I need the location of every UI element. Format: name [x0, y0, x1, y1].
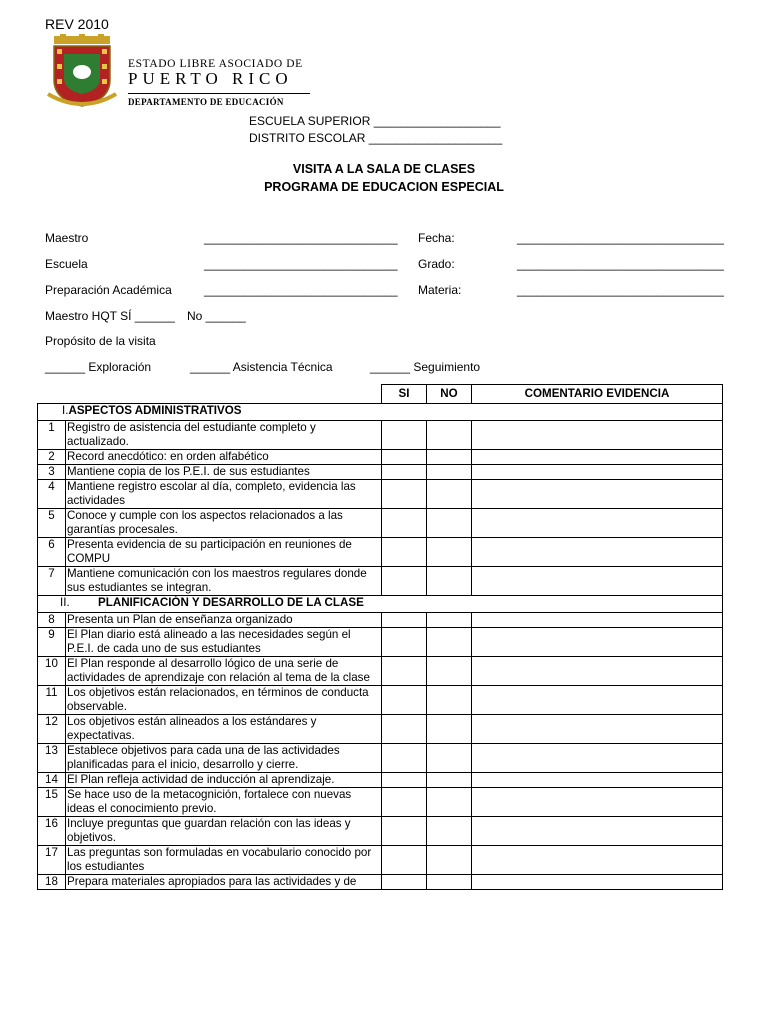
- item-criterion: Incluye preguntas que guardan relación con las ideas y objetivos.: [66, 817, 382, 846]
- comentario-cell[interactable]: [472, 509, 723, 538]
- no-cell[interactable]: [427, 421, 472, 450]
- comentario-cell[interactable]: [472, 875, 723, 890]
- item-number: 4: [38, 480, 66, 509]
- item-criterion: Presenta un Plan de enseñanza organizado: [66, 613, 382, 628]
- section-administrativos: [38, 404, 723, 421]
- item-number: 13: [38, 744, 66, 773]
- si-cell[interactable]: [382, 773, 427, 788]
- table-row: [38, 846, 723, 875]
- document-subtitle: PROGRAMA DE EDUCACION ESPECIAL: [264, 180, 504, 194]
- section-planificacion-number: II.: [60, 596, 70, 609]
- table-row: [38, 480, 723, 509]
- no-cell[interactable]: [427, 509, 472, 538]
- no-cell[interactable]: [427, 538, 472, 567]
- no-cell[interactable]: [427, 817, 472, 846]
- section-planificacion-title: PLANIFICACIÓN Y DESARROLLO DE LA CLASE: [98, 596, 364, 609]
- si-cell[interactable]: [382, 744, 427, 773]
- escuela-label: Escuela: [45, 257, 88, 271]
- materia-label: Materia:: [418, 283, 462, 297]
- item-criterion: El Plan responde al desarrollo lógico de una serie de actividades de aprendizaje con relación al tema de la clase: [66, 657, 382, 686]
- item-number: 16: [38, 817, 66, 846]
- agency-divider: [128, 93, 310, 94]
- document-title: VISITA A LA SALA DE CLASES: [292, 162, 476, 176]
- si-cell[interactable]: [382, 421, 427, 450]
- hqt-si-field[interactable]: Maestro HQT SÍ ______: [45, 309, 175, 323]
- item-criterion: Registro de asistencia del estudiante completo y actualizado.: [66, 421, 382, 450]
- comentario-cell[interactable]: [472, 773, 723, 788]
- item-number: 8: [38, 613, 66, 628]
- comentario-cell[interactable]: [472, 613, 723, 628]
- table-row: [38, 788, 723, 817]
- table-row: [38, 817, 723, 846]
- table-row: [38, 744, 723, 773]
- table-row: [38, 613, 723, 628]
- evaluation-table: [37, 384, 723, 890]
- no-cell[interactable]: [427, 773, 472, 788]
- maestro-label: Maestro: [45, 231, 89, 245]
- col-comentario-header: COMENTARIO EVIDENCIA: [472, 385, 723, 404]
- si-cell[interactable]: [382, 788, 427, 817]
- table-row: [38, 465, 723, 480]
- si-cell[interactable]: [382, 450, 427, 465]
- table-row: [38, 421, 723, 450]
- comentario-cell[interactable]: [472, 744, 723, 773]
- si-cell[interactable]: [382, 567, 427, 596]
- no-cell[interactable]: [427, 788, 472, 817]
- hqt-no-field[interactable]: No ______: [187, 309, 246, 323]
- item-criterion: Los objetivos están alineados a los estándares y expectativas.: [66, 715, 382, 744]
- table-row: [38, 715, 723, 744]
- fecha-label: Fecha:: [418, 231, 455, 245]
- item-number: 9: [38, 628, 66, 657]
- section-administrativos-number: I.: [62, 404, 69, 417]
- no-cell[interactable]: [427, 846, 472, 875]
- table-row: [38, 686, 723, 715]
- si-cell[interactable]: [382, 613, 427, 628]
- no-cell[interactable]: [427, 744, 472, 773]
- si-cell[interactable]: [382, 538, 427, 567]
- table-body: [38, 404, 723, 890]
- item-number: 17: [38, 846, 66, 875]
- col-si-header: SI: [382, 385, 427, 404]
- item-number: 14: [38, 773, 66, 788]
- item-criterion: Prepara materiales apropiados para las actividades y de: [66, 875, 382, 890]
- section-planificacion: [38, 596, 723, 613]
- no-cell[interactable]: [427, 465, 472, 480]
- si-cell[interactable]: [382, 817, 427, 846]
- no-cell[interactable]: [427, 480, 472, 509]
- item-number: 18: [38, 875, 66, 890]
- seguimiento-option[interactable]: ______ Seguimiento: [370, 360, 481, 374]
- item-number: 15: [38, 788, 66, 817]
- section-administrativos-title: ASPECTOS ADMINISTRATIVOS: [68, 404, 242, 417]
- no-cell[interactable]: [427, 450, 472, 465]
- maestro-field[interactable]: _____________________________: [204, 231, 398, 245]
- item-criterion: El Plan diario está alineado a las necesidades según el P.E.I. de cada uno de sus estudiantes: [66, 628, 382, 657]
- item-criterion: Record anecdótico: en orden alfabético: [66, 450, 382, 465]
- comentario-cell[interactable]: [472, 567, 723, 596]
- item-criterion: Conoce y cumple con los aspectos relacionados a las garantías procesales.: [66, 509, 382, 538]
- item-criterion: Se hace uso de la metacognición, fortalece con nuevas ideas el conocimiento previo.: [66, 788, 382, 817]
- si-cell[interactable]: [382, 509, 427, 538]
- no-cell[interactable]: [427, 657, 472, 686]
- comentario-cell[interactable]: [472, 421, 723, 450]
- item-criterion: Mantiene comunicación con los maestros regulares donde sus estudiantes se integran.: [66, 567, 382, 596]
- no-cell[interactable]: [427, 567, 472, 596]
- table-row: [38, 773, 723, 788]
- comentario-cell[interactable]: [472, 465, 723, 480]
- distrito-escolar-line: DISTRITO ESCOLAR ____________________: [249, 131, 503, 145]
- materia-field[interactable]: _______________________________: [517, 283, 724, 297]
- table-row: [38, 567, 723, 596]
- preparacion-field[interactable]: _____________________________: [204, 283, 398, 297]
- item-number: 1: [38, 421, 66, 450]
- table-header-row: [38, 385, 723, 404]
- col-no-header: NO: [427, 385, 472, 404]
- revision-label: REV 2010: [45, 16, 109, 32]
- item-number: 10: [38, 657, 66, 686]
- comentario-cell[interactable]: [472, 715, 723, 744]
- item-criterion: Las preguntas son formuladas en vocabulario conocido por los estudiantes: [66, 846, 382, 875]
- comentario-cell[interactable]: [472, 846, 723, 875]
- si-cell[interactable]: [382, 657, 427, 686]
- no-cell[interactable]: [427, 613, 472, 628]
- table-row: [38, 657, 723, 686]
- table-row: [38, 538, 723, 567]
- comentario-cell[interactable]: [472, 686, 723, 715]
- comentario-cell[interactable]: [472, 480, 723, 509]
- si-cell[interactable]: [382, 686, 427, 715]
- coat-of-arms-seal: [46, 34, 118, 110]
- item-number: 3: [38, 465, 66, 480]
- table-row: [38, 450, 723, 465]
- item-number: 5: [38, 509, 66, 538]
- table-row: [38, 509, 723, 538]
- si-cell[interactable]: [382, 875, 427, 890]
- si-cell[interactable]: [382, 715, 427, 744]
- proposito-label: Propósito de la visita: [45, 334, 156, 348]
- item-number: 7: [38, 567, 66, 596]
- grado-label: Grado:: [418, 257, 455, 271]
- si-cell[interactable]: [382, 480, 427, 509]
- comentario-cell[interactable]: [472, 538, 723, 567]
- item-criterion: Mantiene copia de los P.E.I. de sus estudiantes: [66, 465, 382, 480]
- agency-line-1: ESTADO LIBRE ASOCIADO DE: [128, 58, 303, 70]
- exploracion-option[interactable]: ______ Exploración: [45, 360, 152, 374]
- comentario-cell[interactable]: [472, 450, 723, 465]
- si-cell[interactable]: [382, 846, 427, 875]
- fecha-field[interactable]: _______________________________: [517, 231, 724, 245]
- comentario-cell[interactable]: [472, 657, 723, 686]
- comentario-cell[interactable]: [472, 628, 723, 657]
- preparacion-label: Preparación Académica: [45, 283, 172, 297]
- comentario-cell[interactable]: [472, 817, 723, 846]
- comentario-cell[interactable]: [472, 788, 723, 817]
- item-criterion: Mantiene registro escolar al día, completo, evidencia las actividades: [66, 480, 382, 509]
- item-number: 2: [38, 450, 66, 465]
- item-number: 6: [38, 538, 66, 567]
- table-row: [38, 875, 723, 890]
- item-criterion: El Plan refleja actividad de inducción al aprendizaje.: [66, 773, 382, 788]
- no-cell[interactable]: [427, 875, 472, 890]
- table-row: [38, 628, 723, 657]
- escuela-superior-line: ESCUELA SUPERIOR ___________________: [249, 114, 501, 128]
- no-cell[interactable]: [427, 628, 472, 657]
- asistencia-option[interactable]: ______ Asistencia Técnica: [190, 360, 333, 374]
- agency-line-2: PUERTO RICO: [128, 69, 293, 88]
- item-criterion: Establece objetivos para cada una de las actividades planificadas para el inicio, desarrollo y cierre.: [66, 744, 382, 773]
- agency-department: DEPARTAMENTO DE EDUCACIÓN: [128, 97, 284, 107]
- item-number: 11: [38, 686, 66, 715]
- si-cell[interactable]: [382, 465, 427, 480]
- grado-field[interactable]: _______________________________: [517, 257, 724, 271]
- item-criterion: Presenta evidencia de su participación en reuniones de COMPU: [66, 538, 382, 567]
- no-cell[interactable]: [427, 715, 472, 744]
- si-cell[interactable]: [382, 628, 427, 657]
- no-cell[interactable]: [427, 686, 472, 715]
- escuela-field[interactable]: _____________________________: [204, 257, 398, 271]
- item-criterion: Los objetivos están relacionados, en términos de conducta observable.: [66, 686, 382, 715]
- item-number: 12: [38, 715, 66, 744]
